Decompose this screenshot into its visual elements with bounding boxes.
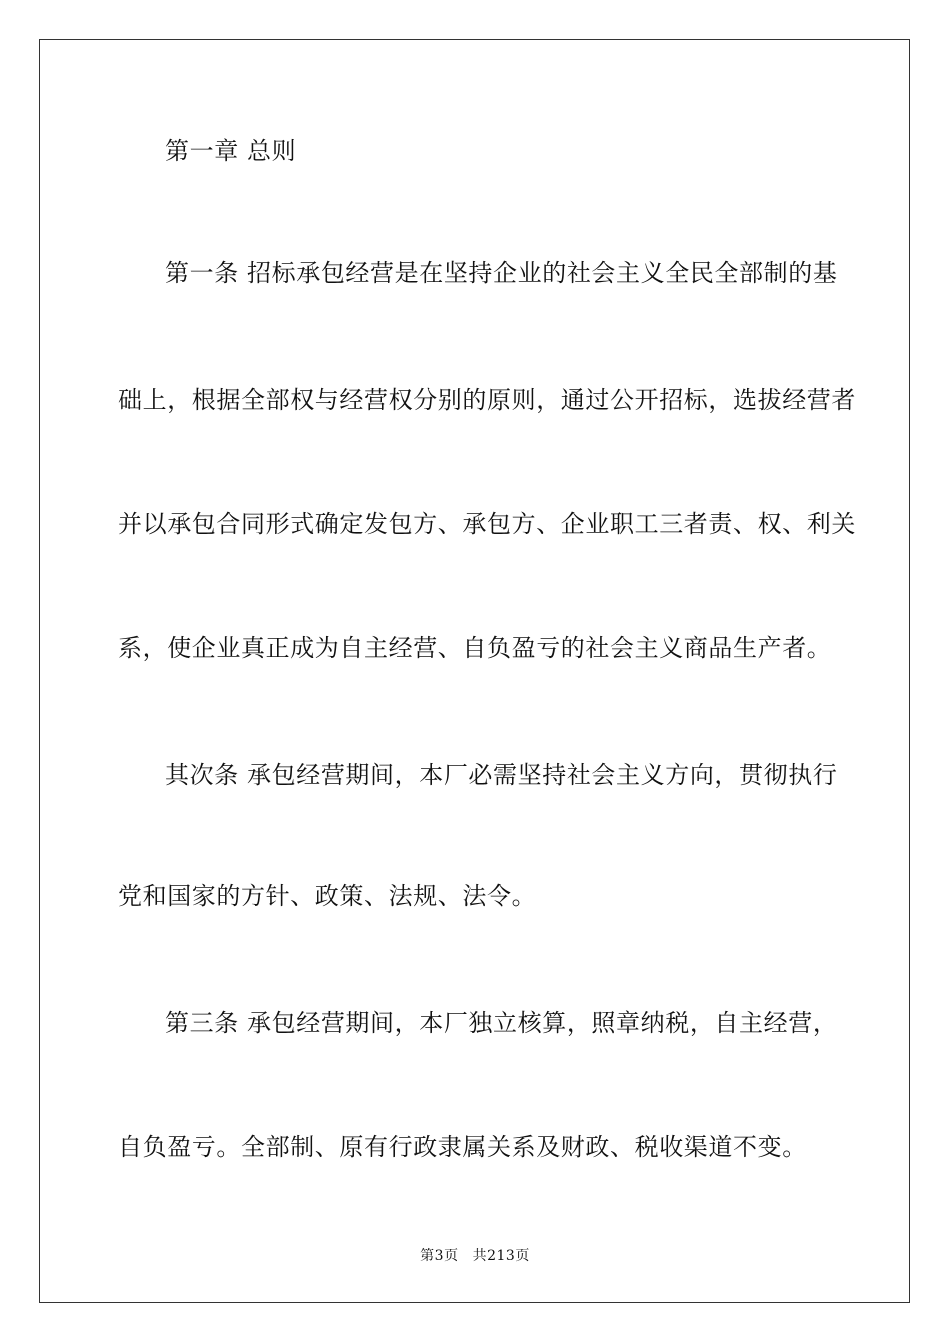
page-total: 共213页 (472, 1248, 530, 1264)
article-1-line-4: 系，使企业真正成为自主经营、自负盈亏的社会主义商品生产者。 (118, 634, 832, 662)
article-1-line-2: 础上，根据全部权与经营权分别的原则，通过公开招标，选拔经营者 (118, 386, 856, 414)
article-2-line-1: 其次条 承包经营期间，本厂必需坚持社会主义方向，贯彻执行 (165, 761, 838, 789)
article-1-line-3: 并以承包合同形式确定发包方、承包方、企业职工三者责、权、利关 (118, 510, 856, 538)
chapter-heading: 第一章 总则 (165, 137, 297, 165)
article-1-line-1: 第一条 招标承包经营是在坚持企业的社会主义全民全部制的基 (165, 259, 838, 287)
page-border (39, 39, 910, 1303)
article-2-line-2: 党和国家的方针、政策、法规、法令。 (118, 882, 537, 910)
page-number: 第3页 (420, 1248, 459, 1264)
article-3-line-2: 自负盈亏。全部制、原有行政隶属关系及财政、税收渠道不变。 (118, 1133, 807, 1161)
article-3-line-1: 第三条 承包经营期间，本厂独立核算，照章纳税，自主经营， (165, 1009, 838, 1037)
page-footer (0, 1246, 950, 1266)
